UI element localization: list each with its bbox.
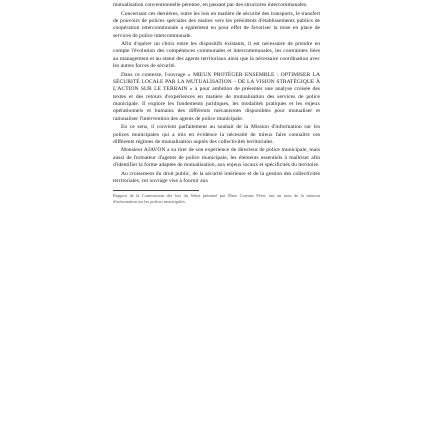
paragraph-intercommunal: Concernant ces dernières, outre les lois en matière de sécurité des transports, le transfert de pouvoirs de polices spéciales des maires vers les présidents d'établissements publics de coopération intercommunale a également eu pour effet de favoriser la mise en place de services de police intercommunale.: [113, 10, 320, 39]
text-column: [113, 2, 320, 204]
footnote-divider: [113, 190, 199, 191]
footnote: Rapport de la Commission des lois du Sénat présenté par Mme Corinne Féret, fait au nom de la mission d'information sur les polices municipales: [113, 193, 320, 204]
paragraph-mission: En ce sens, il convient parfaitement au souhait de la Mission d'information sur les polices municipales qui a mis en évidence la nécessité de mieux faire connaître ces différents régimes de mutualisation auprès des collectivités territoriales.: [113, 124, 320, 145]
paragraph-author: Monsieur AJAVON a su tirer de son expérience de directeur de police municipale, mais aussi de formateur d'agents de police municipale, les éléments essentiels à maîtriser afin d'identifier la forme adaptée de mutualisation, aux enjeux locaux et spécificités du territoire.: [113, 147, 320, 169]
paragraph-choice: Afin d'opérer un choix entre les dispositifs existants, il est nécessaire de prendre en compte l'évolution des compétences communales et intercommunales, les contraintes liées au management et au statut des agents territoriaux ainsi que la nécessaire coordination avec les autres forces de sécurité.: [113, 41, 320, 70]
paragraph-conclusion: Au croisement du droit public, de la sécurité intérieure et de la gestion des collectivités territoriales, cet ouvrage vise à fournir aux: [113, 170, 320, 185]
paragraph-book-presentation: Dans ce contexte, l'ouvrage « MIEUX PROTÉGER ENSEMBLE : OPTIMISER LA SÉCURITÉ LOCALE PAR LA MUTUALISATION – DE LA VISION STRATÉGIQUE À L'ACTION SUR LE TERRAIN » a pour ambition de présenter une analyse croisée des textes et des retours d'expériences en matière de mutualisation des services de police municipale. Il explore les fondements juridiques, les modalités pratiques et les enjeux opérationnels et humains des différents mécanismes disponibles pour mutualiser et rationaliser l'intervention des agents de police municipale.: [113, 71, 320, 122]
paragraph-intro: mutualisation conventionnelle pérenne, en passant par des structures intercommunales.: [113, 2, 308, 8]
